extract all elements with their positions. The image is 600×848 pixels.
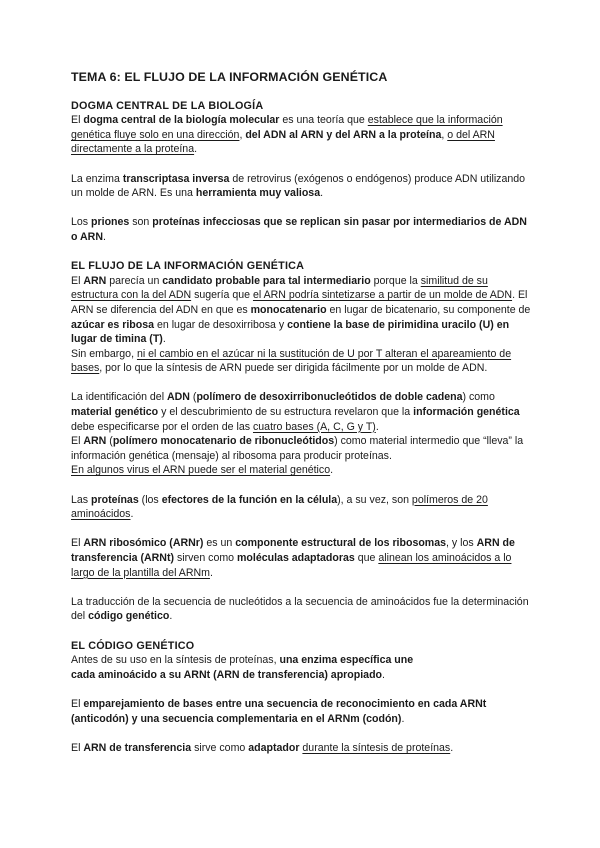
paragraph-adn-identificacion: La identificación del ADN (polímero de desoxirribonucleótidos de doble cadena) como material genético y el descubrimiento de su estructura revelaron que la información genética debe especificarse por el orden de las cuatro bases (A, C, G y T). <box>71 391 520 433</box>
paragraph-apareamiento: Sin embargo, ni el cambio en el azúcar ni la sustitución de U por T alteran el apareamiento de bases, por lo que la síntesis de ARN puede ser dirigida fácilmente por un molde de ADN. <box>71 347 512 375</box>
document-title: TEMA 6: EL FLUJO DE LA INFORMACIÓN GENÉTICA <box>71 70 388 84</box>
paragraph-proteinas: Las proteínas (los efectores de la función en la célula), a su vez, son polímeros de 20 aminoácidos. <box>71 493 488 521</box>
paragraph-enzima-especifica: Antes de su uso en la síntesis de proteínas, una enzima específica une cada aminoácido a su ARNt (ARN de transferencia) apropiado. <box>71 654 414 681</box>
paragraph-arn-intermediario: El ARN parecía un candidato probable para tal intermediario porque la similitud de su estructura con la del ADN sugería que el ARN podría sintetizarse a partir de un molde de ADN. El ARN se diferencia del ADN en que es monocatenario en lugar de bicatenario, su componente de azúcar es ribosa en lugar de desoxirribosa y contiene la base de pirimidina uracilo (U) en lugar de timina (T). <box>71 274 531 346</box>
paragraph-transcriptasa: La enzima transcriptasa inversa de retrovirus (exógenos o endógenos) produce ADN utilizando un molde de ARN. Es una herramienta muy valiosa. <box>71 172 526 200</box>
section-heading-flujo: EL FLUJO DE LA INFORMACIÓN GENÉTICA <box>71 260 305 273</box>
paragraph-priones: Los priones son proteínas infecciosas que se replican sin pasar por intermediarios de ADN o ARN. <box>71 216 527 243</box>
paragraph-dogma-definition: El dogma central de la biología molecular es una teoría que establece que la información genética fluye solo en una dirección, del ADN al ARN y del ARN a la proteína, o del ARN directamente a la proteína. <box>71 114 503 156</box>
document-page <box>71 70 533 755</box>
paragraph-virus-arn: En algunos virus el ARN puede ser el material genético. <box>71 464 334 477</box>
paragraph-arn-mensaje: El ARN (polímero monocatenario de ribonucleótidos) como material intermedio que “lleva” la información genética (mensaje) al ribosoma para producir proteínas. <box>71 435 524 462</box>
paragraph-emparejamiento: El emparejamiento de bases entre una secuencia de reconocimiento en cada ARNt (anticodón) y una secuencia complementaria en el ARNm (codón). <box>71 697 487 725</box>
paragraph-arn-transferencia: El ARN de transferencia sirve como adaptador durante la síntesis de proteínas. <box>71 741 454 754</box>
section-heading-codigo: EL CÓDIGO GENÉTICO <box>71 639 195 652</box>
paragraph-arnr-arnt: El ARN ribosómico (ARNr) es un componente estructural de los ribosomas, y los ARN de transferencia (ARNt) sirven como moléculas adaptadoras que alinean los aminoácidos a lo largo de la plantilla del ARNm. <box>71 537 515 579</box>
paragraph-traduccion: La traducción de la secuencia de nucleótidos a la secuencia de aminoácidos fue la determinación del código genético. <box>71 595 529 623</box>
section-heading-dogma: DOGMA CENTRAL DE LA BIOLOGÍA <box>71 99 264 112</box>
